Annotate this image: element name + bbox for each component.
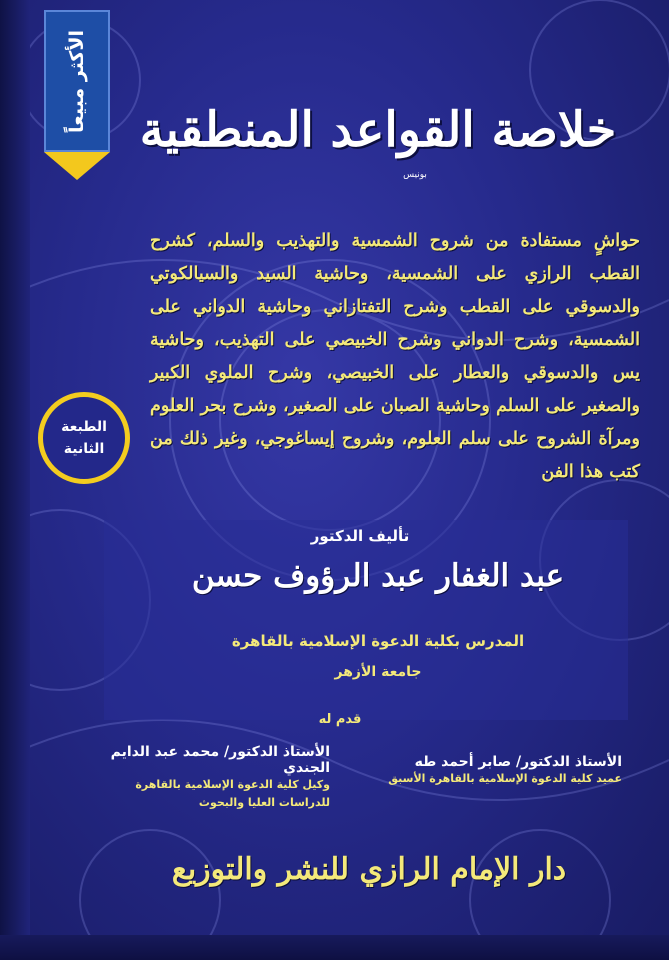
author-role: المدرس بكلية الدعوة الإسلامية بالقاهرة [231, 632, 525, 650]
ribbon-arrow-icon [44, 152, 110, 180]
book-subtitle: حواشٍ مستفادة من شروح الشمسية والتهذيب والسلم، كشرح القطب الرازي على الشمسية، وحاشية السيد والسيالكوتي والدسوقي على القطب وشرح التفتازاني وحاشية الدواني على الشمسية، وشرح الدواني وشرح الخبيصي على التهذيب، وحاشية يس والدسوقي والعطار على الخبيصي، وشرح الملوي الكبير والصغير على السلم وحاشية الصبان على الصغير، وشرح بحر العلوم ومرآة الشروح على سلم العلوم، وشروح إيساغوجي، وغير ذلك من كتب هذا الفن [150, 231, 640, 482]
bottom-band [0, 935, 669, 960]
bestseller-text: الأكثر مبيعاً [66, 29, 88, 133]
bestseller-ribbon [44, 10, 110, 152]
introduced-by-label: قدم له [318, 712, 362, 727]
author-name: عبد الغفار عبد الرؤوف حسن [191, 558, 565, 594]
edition-line-2: الثانية [63, 441, 105, 457]
prof-left-title-2: للدراسات العليا والبحوث [198, 796, 330, 809]
prof-right-title: عميد كلية الدعوة الإسلامية بالقاهرة الأسبق [388, 772, 622, 785]
author-by-label: تأليف الدكتور [310, 527, 410, 545]
edition-badge [38, 392, 130, 484]
prof-left-name: الأستاذ الدكتور/ محمد عبد الدايم الجندي [110, 744, 330, 776]
prof-left [60, 744, 330, 812]
title-annotation: بونيس [403, 170, 427, 180]
prof-right [372, 754, 622, 788]
edition-line-1: الطبعة [61, 419, 107, 435]
publisher-name: دار الإمام الرازي للنشر والتوزيع [171, 852, 567, 887]
prof-right-name: الأستاذ الدكتور/ صابر أحمد طه [414, 754, 622, 770]
left-border [0, 0, 30, 960]
book-title: خلاصة القواعد المنطقية [139, 102, 617, 158]
author-panel [104, 520, 628, 720]
author-university: جامعة الأزهر [334, 664, 422, 680]
prof-left-title-1: وكيل كلية الدعوة الإسلامية بالقاهرة [135, 778, 330, 791]
